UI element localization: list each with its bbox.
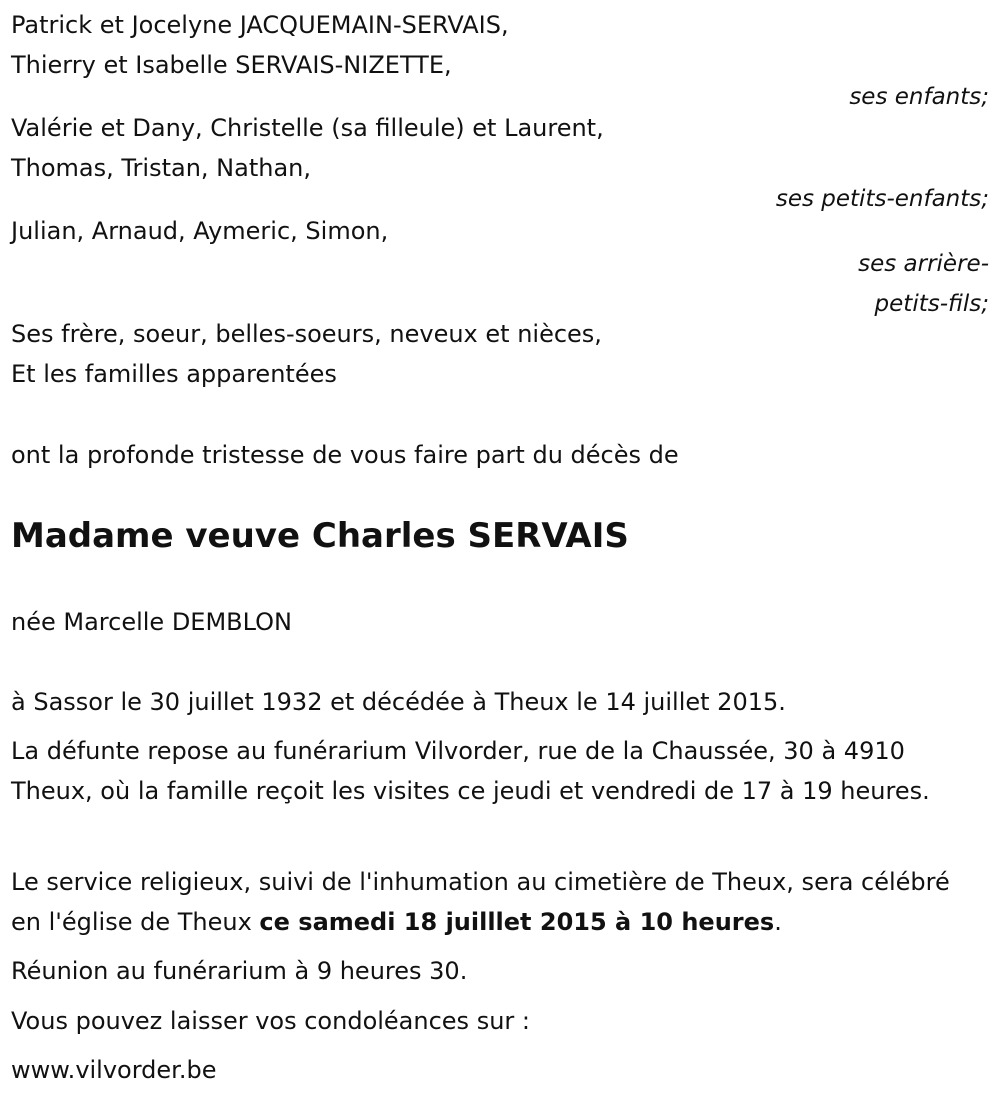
- website-link[interactable]: www.vilvorder.be: [11, 1056, 217, 1084]
- service-suffix: .: [774, 908, 782, 936]
- deceased-name: Madame veuve Charles SERVAIS: [11, 516, 629, 556]
- children-section: [11, 5, 989, 113]
- service-prefix: Le service religieux, suivi de l'inhumation au cimetière de Theux, sera célébré en l'église de Theux: [11, 868, 950, 936]
- service-text: [11, 862, 951, 942]
- service-date: ce samedi 18 juilllet 2015 à 10 heures: [259, 908, 775, 936]
- grandchildren-line-2: Thomas, Tristan, Nathan,: [11, 154, 311, 182]
- meeting-text: Réunion au funérarium à 9 heures 30.: [11, 957, 468, 985]
- maiden-name: née Marcelle DEMBLON: [11, 608, 292, 636]
- great-grandchildren-section: [11, 211, 989, 320]
- announcement-text: ont la profonde tristesse de vous faire part du décès de: [11, 441, 679, 469]
- grandchildren-line-1: Valérie et Dany, Christelle (sa filleule) et Laurent,: [11, 114, 604, 142]
- grandchildren-role: ses petits-enfants;: [775, 186, 989, 212]
- birth-death-text: à Sassor le 30 juillet 1932 et décédée à Theux le 14 juillet 2015.: [11, 688, 786, 716]
- children-line-1: Patrick et Jocelyne JACQUEMAIN-SERVAIS,: [11, 11, 509, 39]
- great-grandchildren-role-2: petits-fils;: [874, 291, 989, 317]
- children-line-2: Thierry et Isabelle SERVAIS-NIZETTE,: [11, 51, 452, 79]
- relatives-section: [11, 314, 989, 394]
- great-grandchildren-line: Julian, Arnaud, Aymeric, Simon,: [11, 217, 389, 245]
- relatives-line-2: Et les familles apparentées: [11, 360, 337, 388]
- children-role: ses enfants;: [849, 84, 989, 110]
- repose-text: La défunte repose au funérarium Vilvorder, rue de la Chaussée, 30 à 4910 Theux, où la famille reçoit les visites ce jeudi et vendredi de 17 à 19 heures.: [11, 737, 930, 805]
- great-grandchildren-role-1: ses arrière-: [858, 251, 989, 277]
- condolences-text: Vous pouvez laisser vos condoléances sur :: [11, 1007, 530, 1035]
- relatives-line-1: Ses frère, soeur, belles-soeurs, neveux et nièces,: [11, 320, 602, 348]
- grandchildren-section: [11, 108, 989, 215]
